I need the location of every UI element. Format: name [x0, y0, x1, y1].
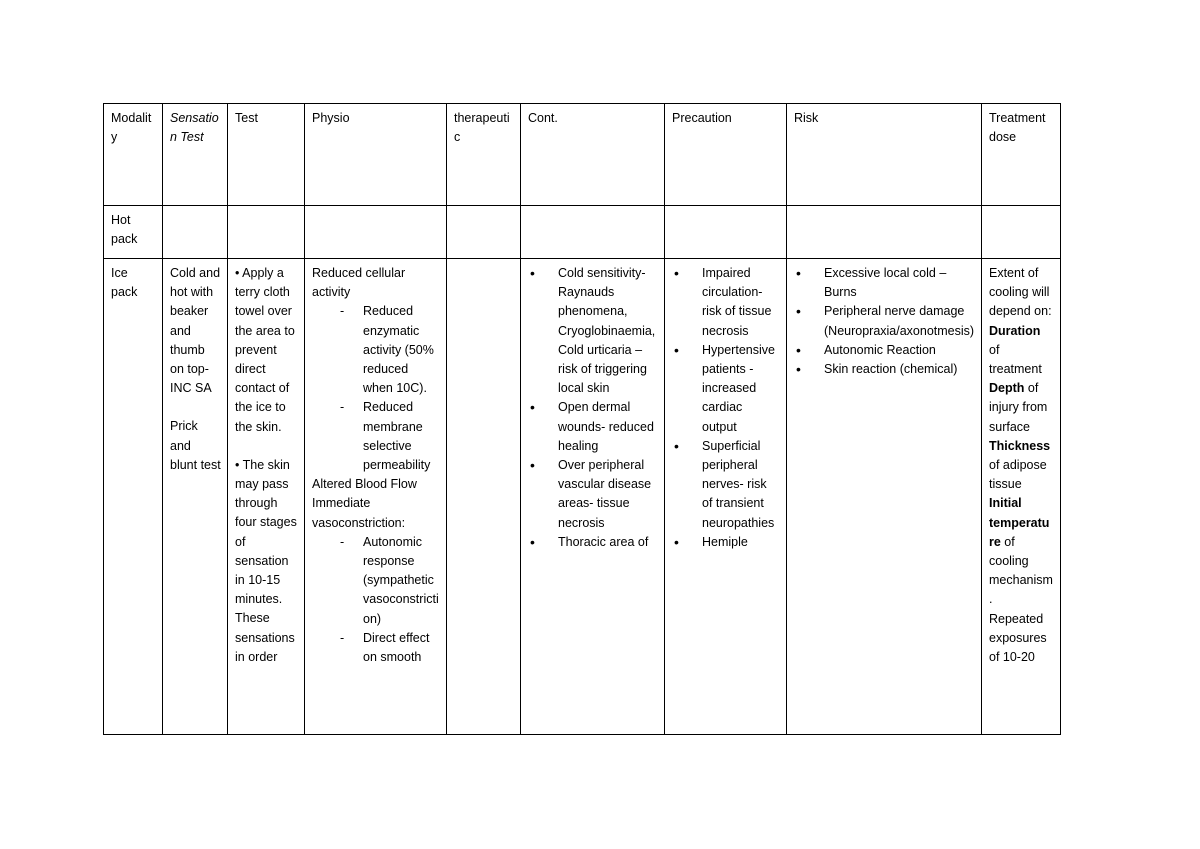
- hot-pack-empty-cell: [228, 206, 305, 259]
- physio-heading: Reduced cellular activity: [312, 266, 406, 300]
- ice-pack-physio: [305, 259, 447, 735]
- treatment-factor: [989, 322, 1054, 380]
- list-item: • Impaired circulation- risk of tissue necrosis: [672, 264, 780, 341]
- cont-list: [528, 264, 658, 552]
- treatment-factor: [989, 437, 1054, 495]
- table-row-hot-pack: [104, 206, 1061, 259]
- header-cont: Cont.: [521, 104, 665, 206]
- hot-pack-empty-cell: [305, 206, 447, 259]
- factor-text: of treatment: [989, 342, 1042, 377]
- physio-sub-item: - Reduced enzymatic activity (50% reduced when 10C).: [312, 302, 440, 398]
- factor-label: Duration: [989, 323, 1041, 338]
- header-test: Test: [228, 104, 305, 206]
- hot-pack-empty-cell: [521, 206, 665, 259]
- list-item: • Thoracic area of: [528, 533, 658, 552]
- risk-list: [794, 264, 975, 379]
- treatment-intro: Extent of cooling will depend on:: [989, 266, 1052, 319]
- list-item: • Over peripheral vascular disease areas- tissue necrosis: [528, 456, 658, 533]
- hot-pack-empty-cell: [447, 206, 521, 259]
- test-item: • Apply a terry cloth towel over the area to prevent direct contact of the ice to the skin.: [235, 266, 295, 434]
- list-item: • Skin reaction (chemical): [794, 360, 975, 379]
- factor-text: of injury from surface: [989, 381, 1048, 434]
- list-item: • Hypertensive patients - increased cardiac output: [672, 341, 780, 437]
- ice-pack-risk: [787, 259, 982, 735]
- treatment-tail: Repeated exposures of 10-20: [989, 611, 1047, 665]
- physio-heading: Altered Blood Flow: [312, 477, 417, 492]
- ice-pack-precaution: [665, 259, 787, 735]
- list-item: • Cold sensitivity- Raynauds phenomena, Cryoglobinaemia, Cold urticaria – risk of triggering local skin: [528, 264, 658, 398]
- header-physio: Physio: [305, 104, 447, 206]
- physio-sublist: [312, 302, 440, 475]
- table-row-ice-pack: [104, 259, 1061, 735]
- header-therapeutic: therapeutic: [447, 104, 521, 206]
- list-item: • Peripheral nerve damage (Neuropraxia/axonotmesis): [794, 302, 975, 340]
- list-item: • Autonomic Reaction: [794, 341, 975, 360]
- sensation-test-line: Prick and blunt test: [170, 419, 221, 472]
- hot-pack-empty-cell: [982, 206, 1061, 259]
- list-item: • Excessive local cold – Burns: [794, 264, 975, 302]
- modality-table: [103, 103, 1061, 735]
- sensation-test-line: Cold and hot with beaker and thumb on top-INC SA: [170, 266, 221, 396]
- ice-pack-test: [228, 259, 305, 735]
- treatment-factor: [989, 494, 1054, 609]
- list-item: • Hemiple: [672, 533, 780, 552]
- ice-pack-therapeutic: [447, 259, 521, 735]
- header-risk: Risk: [787, 104, 982, 206]
- test-item: • The skin may pass through four stages of sensation in 10-15 minutes. These sensations in order: [235, 457, 297, 664]
- physio-sub-item: - Autonomic response (sympathetic vasoconstriction): [312, 533, 440, 629]
- hot-pack-empty-cell: [665, 206, 787, 259]
- physio-sub-item: - Reduced membrane selective permeability: [312, 398, 440, 475]
- header-sensation-test: Sensation Test: [163, 104, 228, 206]
- ice-pack-sensation-test: [163, 259, 228, 735]
- header-precaution: Precaution: [665, 104, 787, 206]
- ice-pack-cont: [521, 259, 665, 735]
- ice-pack-modality: Ice pack: [104, 259, 163, 735]
- treatment-factor: [989, 379, 1054, 437]
- physio-sublist: [312, 533, 440, 667]
- hot-pack-empty-cell: [163, 206, 228, 259]
- factor-label: Depth: [989, 381, 1025, 396]
- ice-pack-treatment-dose: [982, 259, 1061, 735]
- physio-heading: Immediate vasoconstriction:: [312, 496, 406, 530]
- factor-text: of adipose tissue: [989, 458, 1047, 492]
- precaution-list: [672, 264, 780, 552]
- list-item: • Superficial peripheral nerves- risk of transient neuropathies: [672, 437, 780, 533]
- header-treatment-dose: Treatment dose: [982, 104, 1061, 206]
- hot-pack-empty-cell: [787, 206, 982, 259]
- physio-sub-item: - Direct effect on smooth: [312, 629, 440, 667]
- header-modality: Modality: [104, 104, 163, 206]
- factor-label: Thickness: [989, 438, 1051, 453]
- header-row: [104, 104, 1061, 206]
- hot-pack-modality: Hot pack: [104, 206, 163, 259]
- factor-text: of cooling mechanism.: [989, 534, 1053, 607]
- factor-label: Initial temperature: [989, 496, 1050, 549]
- list-item: • Open dermal wounds- reduced healing: [528, 398, 658, 456]
